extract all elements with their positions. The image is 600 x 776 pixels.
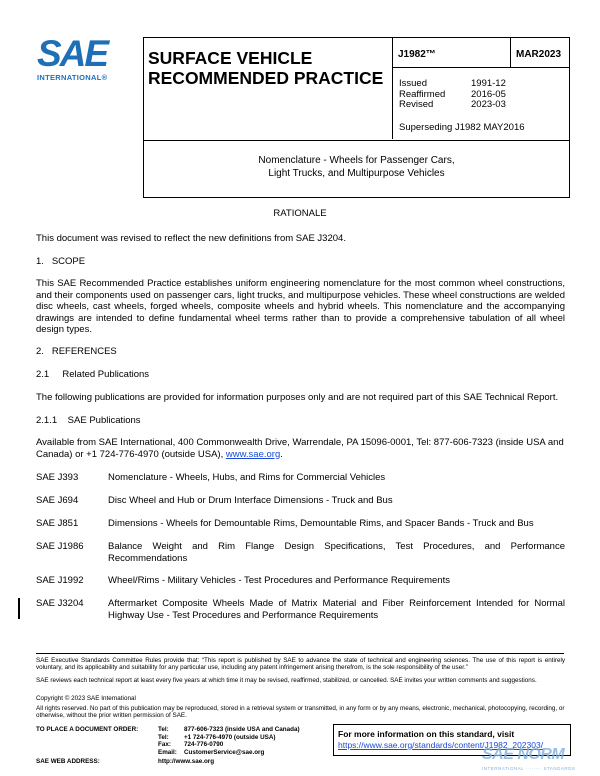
contact-row bbox=[158, 741, 300, 749]
reference-code: SAE J694 bbox=[36, 495, 79, 506]
email-value[interactable]: CustomerService@sae.org bbox=[184, 748, 265, 756]
reference-item bbox=[36, 472, 565, 484]
reference-item bbox=[36, 495, 565, 507]
references-heading: 2. REFERENCES bbox=[36, 346, 117, 357]
reference-item bbox=[36, 518, 565, 530]
fax-label: Fax: bbox=[158, 741, 171, 749]
revised-label: Revised bbox=[399, 99, 434, 110]
watermark-subtext: INTERNATIONAL ········ STANDARDS bbox=[482, 766, 576, 771]
reference-code: SAE J1986 bbox=[36, 541, 84, 552]
scope-text: This SAE Recommended Practice establishes uniform engineering nomenclature for the most common wheel constructions, and their components used on passenger cars, light trucks, and multipurpose vehicles. These wheel constructions are welded disc wheels, cast wheels, forged wheels, composite wheels and hybrid wheels. This nomenclature and the accompanying drawings are intended to define fundamental wheel terms rather than to provide a comprehensive tabulation of all wheel design types. bbox=[36, 278, 565, 335]
document-type-line1: SURFACE VEHICLE bbox=[148, 48, 313, 68]
change-bar bbox=[18, 598, 20, 619]
issued-label: Issued bbox=[399, 78, 427, 89]
header-divider bbox=[392, 67, 569, 68]
availability-text bbox=[36, 437, 565, 460]
reference-item bbox=[36, 575, 565, 587]
copyright: Copyright © 2023 SAE International bbox=[36, 695, 136, 702]
rationale-text: This document was revised to reflect the new definitions from SAE J3204. bbox=[36, 233, 346, 244]
email-label: Email: bbox=[158, 748, 177, 756]
sae-logo bbox=[37, 33, 125, 88]
reaffirmed-value: 2016-05 bbox=[471, 88, 506, 100]
reference-code: SAE J1992 bbox=[36, 575, 84, 586]
rules-text: SAE Executive Standards Committee Rules provide that: “This report is published by SAE to advance the state of technical and engineering sciences. The use of this report is entirely voluntary, and its applicability and suitability for any particular use, including any patent infringement arising therefrom, is the sole responsibility of the user.” bbox=[36, 657, 565, 672]
standard-link[interactable]: https://www.sae.org/standards/content/J1982_202303/ bbox=[338, 740, 544, 750]
reference-item bbox=[36, 598, 565, 621]
document-title bbox=[143, 155, 570, 180]
superseding-note: Superseding J1982 MAY2016 bbox=[399, 122, 525, 133]
fax-value: 724-776-0790 bbox=[184, 741, 224, 749]
footer-divider bbox=[36, 653, 564, 654]
revised-value: 2023-03 bbox=[471, 99, 506, 110]
reference-code: SAE J851 bbox=[36, 518, 79, 529]
tel-label: Tel: bbox=[158, 726, 169, 733]
document-date: MAR2023 bbox=[516, 49, 562, 60]
scope-heading: 1. SCOPE bbox=[36, 256, 86, 267]
related-publications-text: The following publications are provided for information purposes only and are not required part of this SAE Technical Report. bbox=[36, 392, 559, 403]
contact-row bbox=[158, 749, 300, 757]
reaffirmed-label: Reaffirmed bbox=[399, 88, 446, 100]
tel2-label: Tel: bbox=[158, 733, 169, 741]
sae-publications-heading: 2.1.1 SAE Publications bbox=[36, 415, 141, 426]
header-divider bbox=[510, 37, 511, 67]
contact-block bbox=[158, 726, 300, 756]
tel2-value: +1 724-776-4970 (outside USA) bbox=[184, 733, 276, 741]
sae-website-link[interactable]: www.sae.org bbox=[225, 448, 281, 460]
web-label: SAE WEB ADDRESS: bbox=[36, 758, 100, 765]
reference-item bbox=[36, 541, 565, 564]
related-publications-heading: 2.1 Related Publications bbox=[36, 369, 150, 380]
reference-title: Nomenclature - Wheels, Hubs, and Rims for Commercial Vehicles bbox=[108, 472, 386, 483]
document-number: J1982™ bbox=[398, 49, 436, 60]
availability-body: Available from SAE International, 400 Commonwealth Drive, Warrendale, PA 15096-0001, Tel: 877-606-7323 (inside USA and Canada) or +1 724-776-4970 (outside USA), bbox=[36, 437, 564, 460]
reference-title: Disc Wheel and Hub or Drum Interface Dimensions - Truck and Bus bbox=[108, 495, 393, 506]
tel-value: 877-606-7323 (inside USA and Canada) bbox=[184, 726, 300, 733]
document-type-line2: RECOMMENDED PRACTICE bbox=[148, 68, 384, 88]
logo-mark: SAE bbox=[37, 33, 108, 74]
availability-end: . bbox=[280, 448, 283, 460]
reference-title: Aftermarket Composite Wheels Made of Matrix Material and Fiber Reinforcement Intended for Normal Highway Use - Test Procedures and Performance Requirements bbox=[108, 598, 565, 621]
issued-value: 1991-12 bbox=[471, 78, 506, 89]
document-type bbox=[148, 48, 393, 88]
history-row bbox=[399, 100, 506, 111]
history-row bbox=[399, 79, 506, 90]
order-label: TO PLACE A DOCUMENT ORDER: bbox=[36, 726, 139, 733]
document-history bbox=[399, 79, 506, 111]
review-text: SAE reviews each technical report at least every five years at which time it may be revised, reaffirmed, stabilized, or cancelled. SAE invites your written comments and suggestions. bbox=[36, 677, 537, 684]
reference-code: SAE J393 bbox=[36, 472, 79, 483]
contact-row bbox=[158, 734, 300, 742]
document-title-line2: Light Trucks, and Multipurpose Vehicles bbox=[268, 167, 445, 179]
logo-subtext: INTERNATIONAL® bbox=[37, 73, 108, 82]
more-info-title: For more information on this standard, visit bbox=[338, 729, 515, 739]
rationale-heading: RATIONALE bbox=[273, 208, 327, 219]
contact-row bbox=[158, 726, 300, 734]
web-address[interactable]: http://www.sae.org bbox=[158, 758, 215, 765]
document-title-line1: Nomenclature - Wheels for Passenger Cars, bbox=[258, 155, 455, 166]
reference-title: Dimensions - Wheels for Demountable Rims, Demountable Rims, and Spacer Bands - Truck and Bus bbox=[108, 518, 534, 529]
reference-title: Balance Weight and Rim Flange Design Specifications, Test Procedures, and Performance Recommendations bbox=[108, 541, 565, 564]
rights-text: All rights reserved. No part of this publication may be reproduced, stored in a retrieval system or transmitted, in any form or by any means, electronic, mechanical, photocopying, recording, or otherwise, without the prior written permission of SAE. bbox=[36, 705, 565, 720]
reference-code: SAE J3204 bbox=[36, 598, 84, 609]
reference-title: Wheel/Rims - Military Vehicles - Test Procedures and Performance Requirements bbox=[108, 575, 450, 586]
watermark: SAE NORM bbox=[482, 746, 565, 763]
